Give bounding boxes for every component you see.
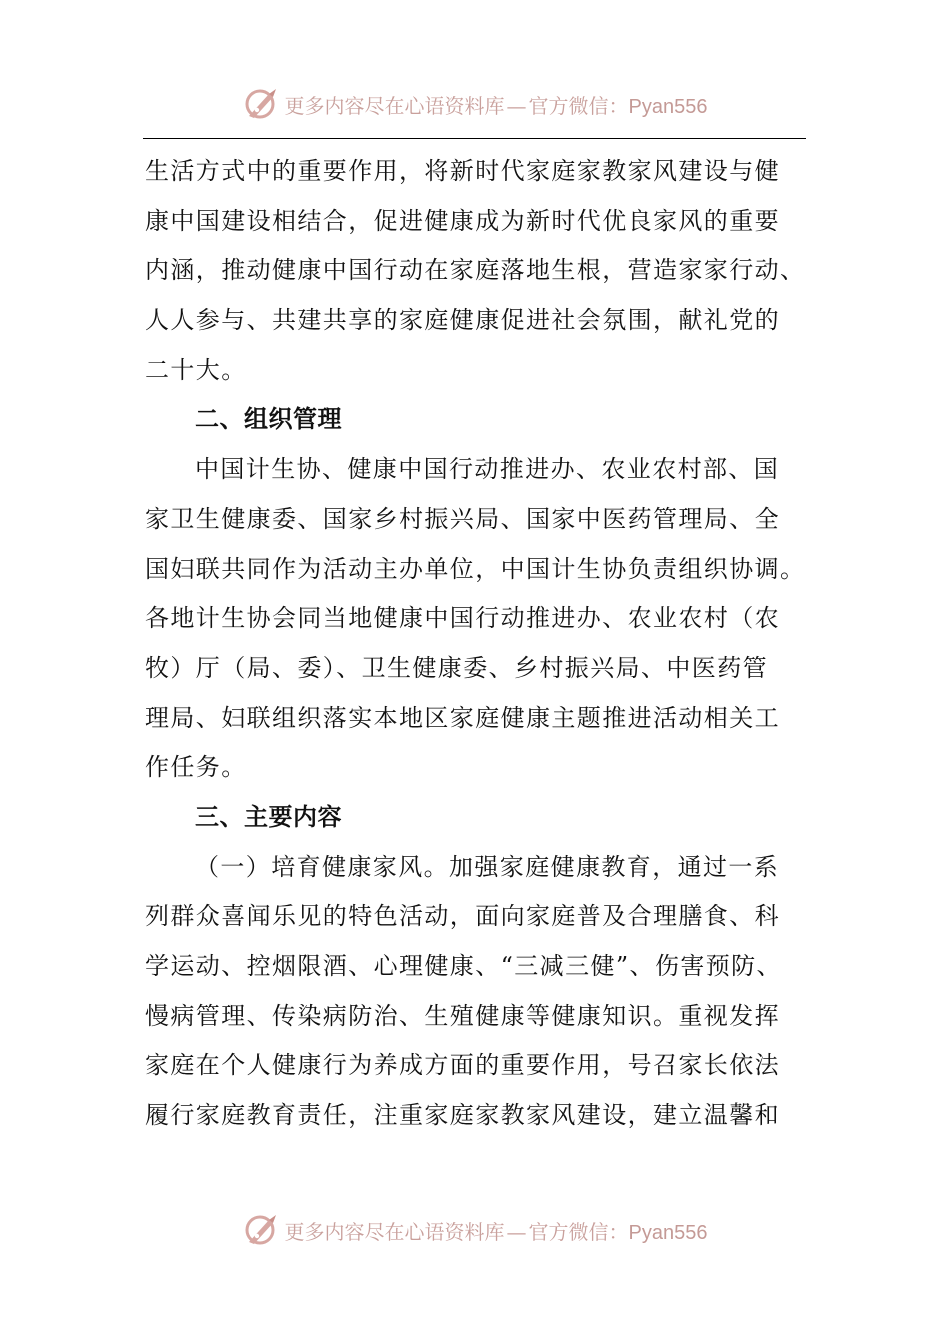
- section-heading-organization: 二、组织管理: [195, 405, 342, 434]
- paragraph-line: 列群众喜闻乐见的特色活动，面向家庭普及合理膳食、科: [145, 902, 780, 931]
- watermark-wechat-label: 官方微信：: [528, 1219, 629, 1244]
- paragraph-line: 各地计生协会同当地健康中国行动推进办、农业农村（农: [145, 604, 780, 633]
- watermark-wechat-id: Pyan556: [628, 95, 708, 118]
- watermark-text: [285, 90, 708, 119]
- paragraph-line: 履行家庭教育责任，注重家庭家教家风建设，建立温馨和: [145, 1101, 780, 1130]
- pen-logo-icon: [243, 1212, 279, 1248]
- paragraph-line: 人人参与、共建共享的家庭健康促进社会氛围，献礼党的: [145, 306, 780, 335]
- watermark-title: 更多内容尽在心语资料库: [284, 1219, 505, 1244]
- paragraph-line: 国妇联共同作为活动主办单位，中国计生协负责组织协调。: [145, 554, 806, 583]
- paragraph-line: 家庭在个人健康行为养成方面的重要作用，号召家长依法: [145, 1051, 780, 1080]
- paragraph-line: 康中国建设相结合，促进健康成为新时代优良家风的重要: [145, 206, 780, 235]
- paragraph-line: 学运动、控烟限酒、心理健康、“三减三健”、伤害预防、: [145, 952, 782, 980]
- pen-logo-icon: [243, 86, 279, 122]
- watermark-wechat-label: 官方微信：: [528, 93, 629, 118]
- paragraph-line: 慢病管理、传染病防治、生殖健康等健康知识。重视发挥: [145, 1001, 780, 1030]
- section-heading-main-content: 三、主要内容: [195, 802, 342, 831]
- paragraph-line: 二十大。: [145, 355, 247, 384]
- paragraph-line: 中国计生协、健康中国行动推进办、农业农村部、国: [195, 455, 780, 484]
- paragraph-line: 理局、妇联组织落实本地区家庭健康主题推进活动相关工: [145, 703, 780, 732]
- paragraph-line: （一）培育健康家风。加强家庭健康教育，通过一系: [195, 852, 780, 881]
- document-body: [145, 147, 810, 1141]
- paragraph-line: 生活方式中的重要作用，将新时代家庭家教家风建设与健: [145, 157, 780, 185]
- footer-watermark: [0, 1210, 950, 1250]
- watermark-title: 更多内容尽在心语资料库: [284, 93, 505, 118]
- paragraph-line: 家卫生健康委、国家乡村振兴局、国家中医药管理局、全: [145, 504, 780, 533]
- paragraph-line: 内涵，推动健康中国行动在家庭落地生根，营造家家行动、: [145, 256, 806, 285]
- watermark-text: [285, 1216, 708, 1245]
- watermark-dash: —: [506, 1219, 527, 1244]
- paragraph-line: 作任务。: [145, 753, 247, 782]
- header-divider: [143, 138, 806, 139]
- watermark-wechat-id: Pyan556: [628, 1221, 708, 1244]
- paragraph-line: 牧）厅（局、委）、卫生健康委、乡村振兴局、中医药管: [145, 653, 768, 682]
- header-watermark: [0, 84, 950, 124]
- watermark-dash: —: [506, 93, 527, 118]
